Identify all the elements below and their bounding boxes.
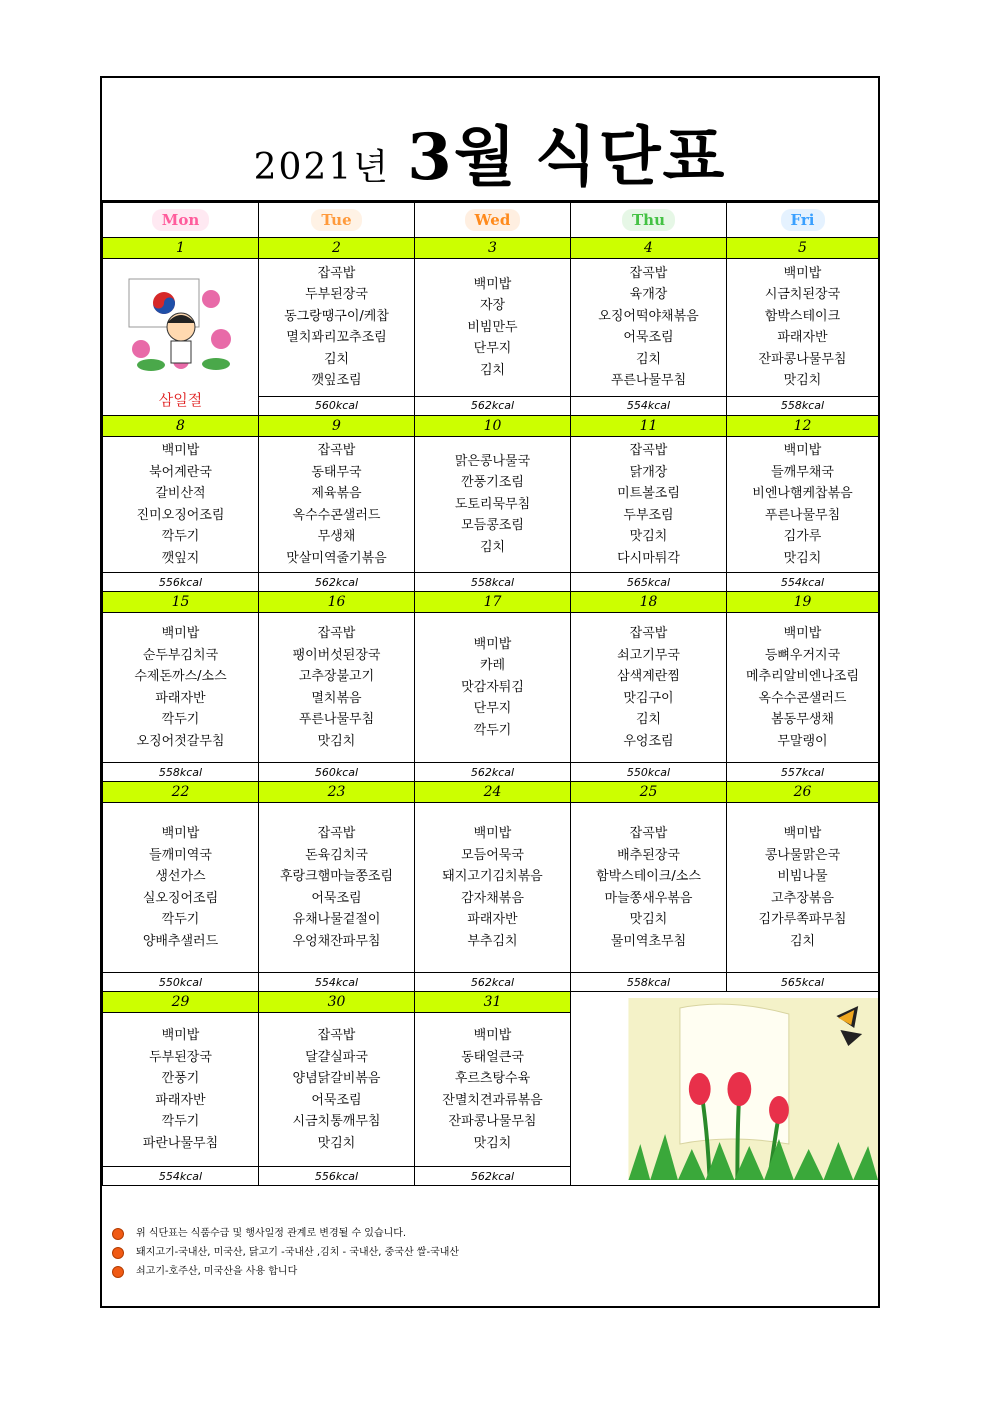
menu-item: 시금치통깨무침: [292, 1114, 381, 1129]
menu-item: 깍두기: [161, 1114, 200, 1129]
date-cell: 29: [103, 992, 259, 1013]
orange-bullet-icon: [112, 1228, 124, 1240]
menu-item: 깐풍기조림: [461, 475, 524, 491]
menu-item: 백미밥: [783, 826, 822, 841]
date-cell: 2: [259, 238, 415, 259]
kcal-row: [103, 973, 879, 992]
menu-cell: [727, 259, 879, 397]
menu-item: 함박스테이크: [764, 308, 841, 324]
menu-cell: [259, 613, 415, 763]
menu-item: 삼색계란찜: [617, 669, 680, 684]
menu-sheet: [100, 76, 880, 1308]
menu-item: 마늘쫑새우볶음: [604, 890, 693, 906]
taegukgi-icon: [121, 269, 241, 379]
menu-cell: [415, 803, 571, 973]
menu-item: 두부된장국: [149, 1049, 212, 1065]
menu-item: 돈육김치국: [305, 847, 368, 863]
kcal-cell: 558kcal: [727, 396, 879, 415]
menu-item: 갈비산적: [155, 486, 206, 501]
menu-item: 잡곡밥: [317, 826, 356, 841]
menu-item: 백미밥: [783, 265, 822, 281]
date-cell: 17: [415, 592, 571, 613]
menu-item: 들깨무채국: [771, 464, 834, 480]
menu-cell: [103, 803, 259, 973]
menu-item: 동태무국: [311, 464, 362, 480]
date-row: [103, 238, 879, 259]
title-row: [102, 78, 878, 202]
kcal-cell: 562kcal: [415, 973, 571, 992]
menu-cell: [103, 1013, 259, 1167]
menu-item: 맑은콩나물국: [454, 453, 531, 469]
menu-item: 맛김치: [473, 1135, 512, 1151]
menu-item: 백미밥: [161, 443, 200, 458]
menu-item: 깍두기: [161, 712, 200, 727]
date-cell: 25: [571, 782, 727, 803]
menu-item: 맛김치: [317, 1135, 356, 1151]
menu-item: 백미밥: [473, 276, 512, 292]
date-cell: 3: [415, 238, 571, 259]
menu-item: 멸치볶음: [311, 690, 362, 706]
weekday-cell: [727, 203, 879, 238]
note-text: 돼지고기-국내산, 미국산, 닭고기 -국내산 ,김치 - 국내산, 중국산 쌀-국내산: [136, 1247, 460, 1258]
date-cell: 15: [103, 592, 259, 613]
menu-item: 북어계란국: [149, 464, 212, 480]
menu-item: 들깨미역국: [149, 847, 212, 863]
kcal-row: [103, 763, 879, 782]
menu-item: 잡곡밥: [317, 626, 356, 641]
weekday-label: Fri: [781, 209, 825, 231]
note-text: 쇠고기-호주산, 미국산을 사용 합니다: [136, 1266, 298, 1277]
menu-item: 잡곡밥: [629, 826, 668, 841]
date-row: [103, 782, 879, 803]
menu-item: 어묵조림: [311, 1092, 362, 1108]
menu-item: 백미밥: [161, 826, 200, 841]
weekday-cell: [103, 203, 259, 238]
menu-item: 오징어젓갈무침: [136, 733, 225, 749]
kcal-cell: 554kcal: [727, 573, 879, 592]
menu-cell: [259, 437, 415, 573]
menu-item: 육개장: [629, 287, 668, 303]
date-cell: 16: [259, 592, 415, 613]
menu-item: 고추장볶음: [771, 890, 834, 906]
menu-item: 양배추샐러드: [142, 933, 219, 949]
menu-item: 김가루: [783, 529, 822, 544]
menu-item: 실오징어조림: [142, 890, 219, 906]
menu-item: 맛김구이: [623, 690, 674, 706]
menu-cell: [571, 803, 727, 973]
date-row: [103, 416, 879, 437]
menu-item: 잡곡밥: [317, 443, 356, 458]
menu-item: 카레: [479, 658, 506, 674]
date-cell: 10: [415, 416, 571, 437]
menu-item: 백미밥: [473, 636, 512, 652]
menu-item: 콩나물맑은국: [764, 847, 841, 863]
menu-item: 물미역초무침: [610, 933, 687, 949]
menu-item: 고추장불고기: [298, 669, 375, 684]
date-cell: 9: [259, 416, 415, 437]
menu-item: 깍두기: [161, 912, 200, 927]
kcal-cell: 562kcal: [415, 396, 571, 415]
menu-item: 파란나물무침: [142, 1135, 219, 1151]
menu-item: 미트볼조림: [617, 486, 680, 501]
title-year-suffix: 년: [353, 147, 391, 188]
date-cell: 12: [727, 416, 879, 437]
kcal-cell: 554kcal: [103, 1167, 259, 1186]
menu-item: 푸른나물무침: [610, 373, 687, 389]
title-month: 3월: [407, 120, 518, 195]
menu-cell: [103, 613, 259, 763]
menu-item: 잡곡밥: [317, 265, 356, 281]
menu-row: [103, 437, 879, 573]
menu-cell: [259, 1013, 415, 1167]
menu-item: 수제돈까스/소스: [134, 669, 227, 684]
title-word: 식단표: [534, 120, 727, 195]
orange-bullet-icon: [112, 1266, 124, 1278]
menu-item: 후르츠탕수육: [454, 1071, 531, 1086]
menu-cell: [727, 437, 879, 573]
menu-item: 잡곡밥: [629, 443, 668, 458]
menu-item: 김치: [323, 351, 350, 367]
tulip-icon: [571, 994, 878, 1180]
kcal-cell: 560kcal: [259, 396, 415, 415]
kcal-cell: 556kcal: [259, 1167, 415, 1186]
date-cell: 30: [259, 992, 415, 1013]
menu-item: 오징어떡야채볶음: [598, 308, 699, 324]
menu-item: 백미밥: [161, 1028, 200, 1043]
menu-cell: [415, 1013, 571, 1167]
kcal-cell: 550kcal: [571, 763, 727, 782]
menu-item: 맛살미역줄기볶음: [286, 550, 387, 566]
holiday-cell: [103, 259, 259, 416]
menu-item: 옥수수콘샐러드: [292, 507, 381, 523]
menu-item: 잔파콩나물무침: [758, 351, 847, 367]
note-text: 위 식단표는 식품수급 및 행사일정 관계로 변경될 수 있습니다.: [136, 1228, 407, 1239]
weekday-label: Mon: [152, 209, 210, 231]
menu-item: 깻잎지: [161, 550, 200, 566]
menu-item: 비엔나햄케찹볶음: [752, 486, 853, 501]
menu-item: 잔파콩나물무침: [448, 1114, 537, 1129]
menu-item: 김치: [635, 712, 662, 727]
menu-item: 비빔나물: [777, 869, 828, 884]
menu-item: 두부조림: [623, 507, 674, 523]
date-cell: 1: [103, 238, 259, 259]
menu-item: 김치: [479, 362, 506, 378]
menu-item: 도토리묵무침: [454, 496, 531, 512]
date-cell: 8: [103, 416, 259, 437]
menu-item: 맛김치: [629, 912, 668, 927]
menu-item: 맛김치: [629, 529, 668, 544]
menu-item: 김치: [479, 539, 506, 555]
menu-item: 맛김치: [783, 550, 822, 566]
menu-cell: [259, 259, 415, 397]
date-row: [103, 592, 879, 613]
menu-item: 파래자반: [155, 1092, 206, 1108]
menu-item: 자장: [479, 298, 506, 314]
kcal-cell: 562kcal: [259, 573, 415, 592]
weekday-label: Thu: [622, 209, 675, 231]
kcal-cell: 558kcal: [415, 573, 571, 592]
kcal-cell: 565kcal: [727, 973, 879, 992]
page-title: [102, 106, 878, 198]
menu-item: 맛감자튀김: [461, 679, 524, 695]
menu-cell: [571, 613, 727, 763]
menu-item: 후랑크햄마늘쫑조림: [279, 869, 394, 884]
kcal-cell: 557kcal: [727, 763, 879, 782]
kcal-cell: 562kcal: [415, 763, 571, 782]
kcal-cell: 554kcal: [571, 396, 727, 415]
menu-item: 순두부김치국: [142, 647, 219, 663]
menu-item: 무말랭이: [777, 733, 828, 749]
date-cell: 22: [103, 782, 259, 803]
menu-item: 팽이버섯된장국: [292, 647, 381, 663]
menu-item: 진미오징어조림: [136, 507, 225, 523]
menu-item: 함박스테이크/소스: [596, 869, 701, 884]
date-cell: 11: [571, 416, 727, 437]
menu-item: 봄동무생채: [771, 712, 834, 727]
menu-item: 어묵조림: [311, 890, 362, 906]
date-cell: 26: [727, 782, 879, 803]
menu-item: 잔멸치견과류볶음: [442, 1092, 543, 1108]
menu-item: 제육볶음: [311, 486, 362, 501]
weekday-label: Wed: [465, 209, 521, 231]
menu-item: 백미밥: [473, 1028, 512, 1043]
date-cell: 23: [259, 782, 415, 803]
menu-item: 등뼈우거지국: [764, 647, 841, 663]
menu-calendar: [102, 202, 879, 1186]
kcal-cell: 558kcal: [571, 973, 727, 992]
menu-item: 돼지고기김치볶음: [442, 869, 543, 884]
date-cell: 18: [571, 592, 727, 613]
menu-cell: [415, 437, 571, 573]
menu-item: 동그랑땡구이/케찹: [284, 308, 389, 324]
menu-item: 무생채: [317, 529, 356, 544]
menu-cell: [259, 803, 415, 973]
orange-bullet-icon: [112, 1247, 124, 1259]
menu-item: 푸른나물무침: [764, 507, 841, 523]
menu-item: 부추김치: [467, 933, 518, 949]
menu-cell: [415, 259, 571, 397]
menu-cell: [727, 803, 879, 973]
menu-item: 잡곡밥: [317, 1028, 356, 1043]
menu-item: 단무지: [473, 701, 512, 717]
note-item: [112, 1262, 459, 1281]
kcal-cell: 550kcal: [103, 973, 259, 992]
menu-item: 양념닭갈비볶음: [292, 1071, 381, 1086]
menu-item: 깍두기: [473, 722, 512, 738]
menu-item: 김가루쪽파무침: [758, 912, 847, 927]
weekday-cell: [571, 203, 727, 238]
menu-row: [103, 259, 879, 397]
menu-item: 생선가스: [155, 869, 206, 884]
menu-item: 파래자반: [155, 690, 206, 706]
menu-item: 비빔만두: [467, 319, 518, 335]
holiday-label: 삼일절: [158, 390, 203, 409]
menu-item: 잡곡밥: [629, 626, 668, 641]
menu-item: 두부된장국: [305, 287, 368, 303]
note-item: [112, 1243, 459, 1262]
menu-row: [103, 803, 879, 973]
weekday-cell: [415, 203, 571, 238]
menu-item: 우엉채잔파무침: [292, 933, 381, 949]
menu-cell: [415, 613, 571, 763]
notes: [112, 1224, 459, 1281]
title-year: 2021: [253, 147, 354, 188]
date-cell: 24: [415, 782, 571, 803]
kcal-row: [103, 573, 879, 592]
date-cell: 31: [415, 992, 571, 1013]
menu-item: 닭개장: [629, 464, 668, 480]
menu-item: 김치: [635, 351, 662, 367]
menu-item: 백미밥: [473, 826, 512, 841]
menu-item: 배추된장국: [617, 847, 680, 863]
date-cell: 4: [571, 238, 727, 259]
menu-row: [103, 613, 879, 763]
menu-item: 메추리알비엔나조림: [745, 669, 860, 684]
menu-item: 시금치된장국: [764, 287, 841, 303]
menu-item: 김치: [789, 933, 816, 949]
date-cell: 19: [727, 592, 879, 613]
date-row: [103, 992, 879, 1013]
menu-item: 파래자반: [467, 912, 518, 927]
weekday-label: Tue: [311, 209, 361, 231]
note-item: [112, 1224, 459, 1243]
kcal-cell: 556kcal: [103, 573, 259, 592]
menu-item: 잡곡밥: [629, 265, 668, 281]
menu-item: 깻잎조림: [311, 373, 362, 389]
menu-item: 감자채볶음: [461, 890, 524, 906]
weekday-cell: [259, 203, 415, 238]
menu-item: 깍두기: [161, 529, 200, 544]
menu-cell: [727, 613, 879, 763]
tulip-illustration: [571, 992, 879, 1186]
menu-item: 백미밥: [783, 626, 822, 641]
menu-item: 다시마튀각: [617, 550, 680, 566]
menu-item: 모듬어묵국: [461, 847, 524, 863]
menu-item: 멸치꽈리꼬추조림: [286, 330, 387, 346]
menu-item: 우엉조림: [623, 733, 674, 749]
kcal-cell: 554kcal: [259, 973, 415, 992]
menu-item: 단무지: [473, 341, 512, 357]
menu-item: 유채나물겉절이: [292, 912, 381, 927]
kcal-cell: 558kcal: [103, 763, 259, 782]
menu-item: 모듬콩조림: [461, 518, 524, 534]
kcal-cell: 560kcal: [259, 763, 415, 782]
date-cell: 5: [727, 238, 879, 259]
menu-item: 파래자반: [777, 330, 828, 346]
menu-item: 동태얼큰국: [461, 1049, 524, 1065]
kcal-cell: 562kcal: [415, 1167, 571, 1186]
menu-item: 깐풍기: [161, 1071, 200, 1086]
menu-item: 어묵조림: [623, 330, 674, 346]
kcal-cell: 565kcal: [571, 573, 727, 592]
menu-item: 푸른나물무침: [298, 712, 375, 727]
menu-item: 달걀실파국: [305, 1049, 368, 1065]
menu-item: 백미밥: [783, 443, 822, 458]
menu-cell: [571, 259, 727, 397]
menu-item: 맛김치: [783, 373, 822, 389]
menu-item: 옥수수콘샐러드: [758, 690, 847, 706]
weekday-row: [103, 203, 879, 238]
menu-item: 쇠고기무국: [617, 647, 680, 663]
menu-item: 맛김치: [317, 733, 356, 749]
menu-cell: [103, 437, 259, 573]
menu-cell: [571, 437, 727, 573]
menu-item: 백미밥: [161, 626, 200, 641]
